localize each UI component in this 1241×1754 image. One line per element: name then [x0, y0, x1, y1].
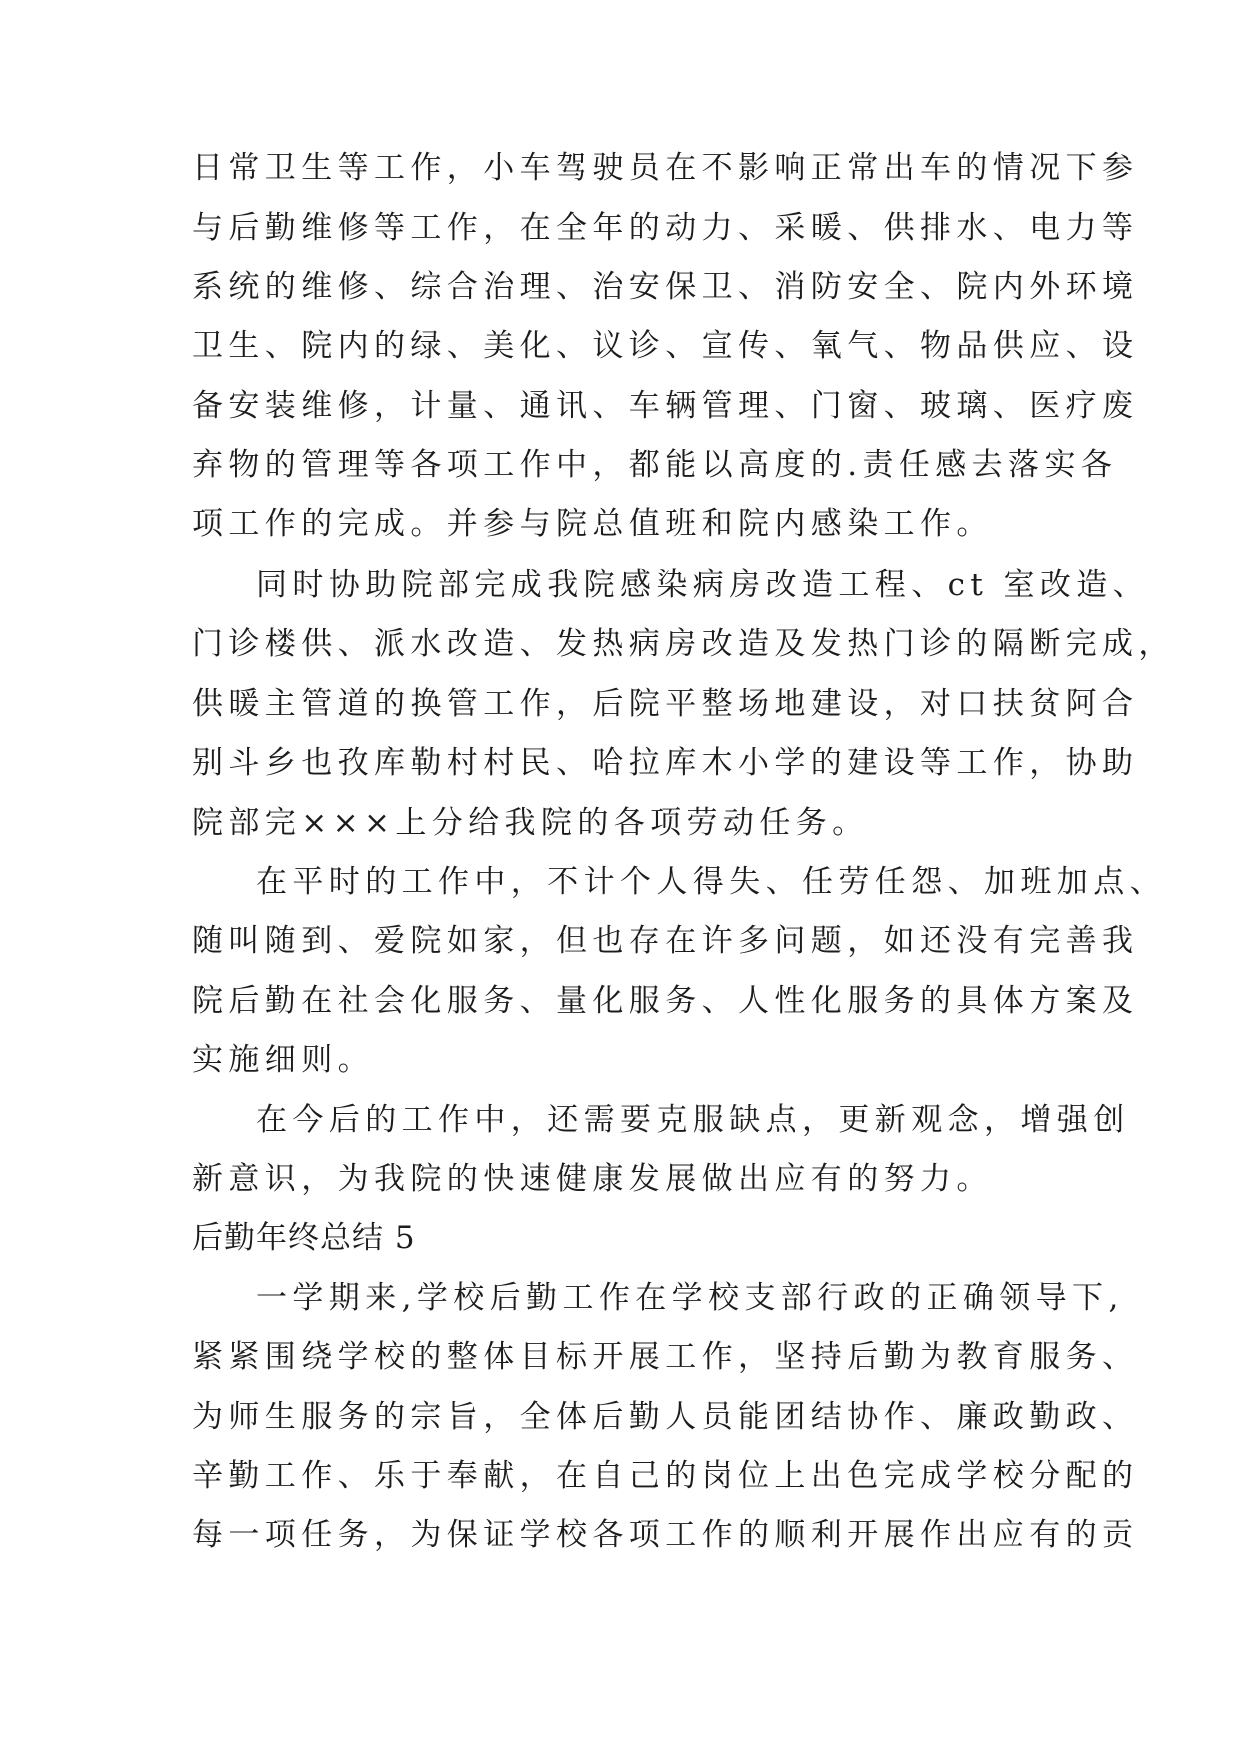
text-line: 弃物的管理等各项工作中，都能以高度的.责任感去落实各 [192, 447, 1118, 483]
text-line: 院后勤在社会化服务、量化服务、人性化服务的具体方案及 [192, 983, 1139, 1019]
text-line: 新意识，为我院的快速健康发展做出应有的努力。 [192, 1161, 993, 1197]
paragraph-first-line: 在今后的工作中，还需要克服缺点，更新观念，增强创 [256, 1102, 1130, 1138]
text-line: 为师生服务的宗旨，全体后勤人员能团结协作、廉政勤政、 [192, 1399, 1139, 1435]
section-heading: 后勤年终总结 5 [192, 1220, 416, 1256]
text-line: 日常卫生等工作，小车驾驶员在不影响正常出车的情况下参 [192, 150, 1139, 186]
text-line: 与后勤维修等工作，在全年的动力、采暖、供排水、电力等 [192, 210, 1139, 246]
paragraph-first-line: 同时协助院部完成我院感染病房改造工程、ct 室改造、 [256, 567, 1150, 603]
text-line: 系统的维修、综合治理、治安保卫、消防安全、院内外环境 [192, 269, 1139, 305]
text-line: 实施细则。 [192, 1042, 374, 1078]
paragraph-first-line: 在平时的工作中，不计个人得失、任劳任怨、加班加点、 [256, 864, 1166, 900]
text-line: 辛勤工作、乐于奉献，在自己的岗位上出色完成学校分配的 [192, 1458, 1139, 1494]
text-line: 每一项任务，为保证学校各项工作的顺利开展作出应有的贡 [192, 1517, 1139, 1553]
text-line: 门诊楼供、派水改造、发热病房改造及发热门诊的隔断完成， [192, 626, 1175, 662]
text-line: 院部完×××上分给我院的各项劳动任务。 [192, 805, 869, 841]
text-line: 备安装维修，计量、通讯、车辆管理、门窗、玻璃、医疗废 [192, 388, 1139, 424]
paragraph-first-line: 一学期来,学校后勤工作在学校支部行政的正确领导下, [256, 1280, 1124, 1316]
text-line: 紧紧围绕学校的整体目标开展工作，坚持后勤为教育服务、 [192, 1339, 1139, 1375]
text-line: 供暖主管道的换管工作，后院平整场地建设，对口扶贫阿合 [192, 686, 1139, 722]
text-line: 项工作的完成。并参与院总值班和院内感染工作。 [192, 506, 993, 542]
text-line: 随叫随到、爱院如家，但也存在许多问题，如还没有完善我 [192, 923, 1139, 959]
text-line: 别斗乡也孜库勒村村民、哈拉库木小学的建设等工作，协助 [192, 745, 1139, 781]
text-line: 卫生、院内的绿、美化、议诊、宣传、氧气、物品供应、设 [192, 328, 1139, 364]
